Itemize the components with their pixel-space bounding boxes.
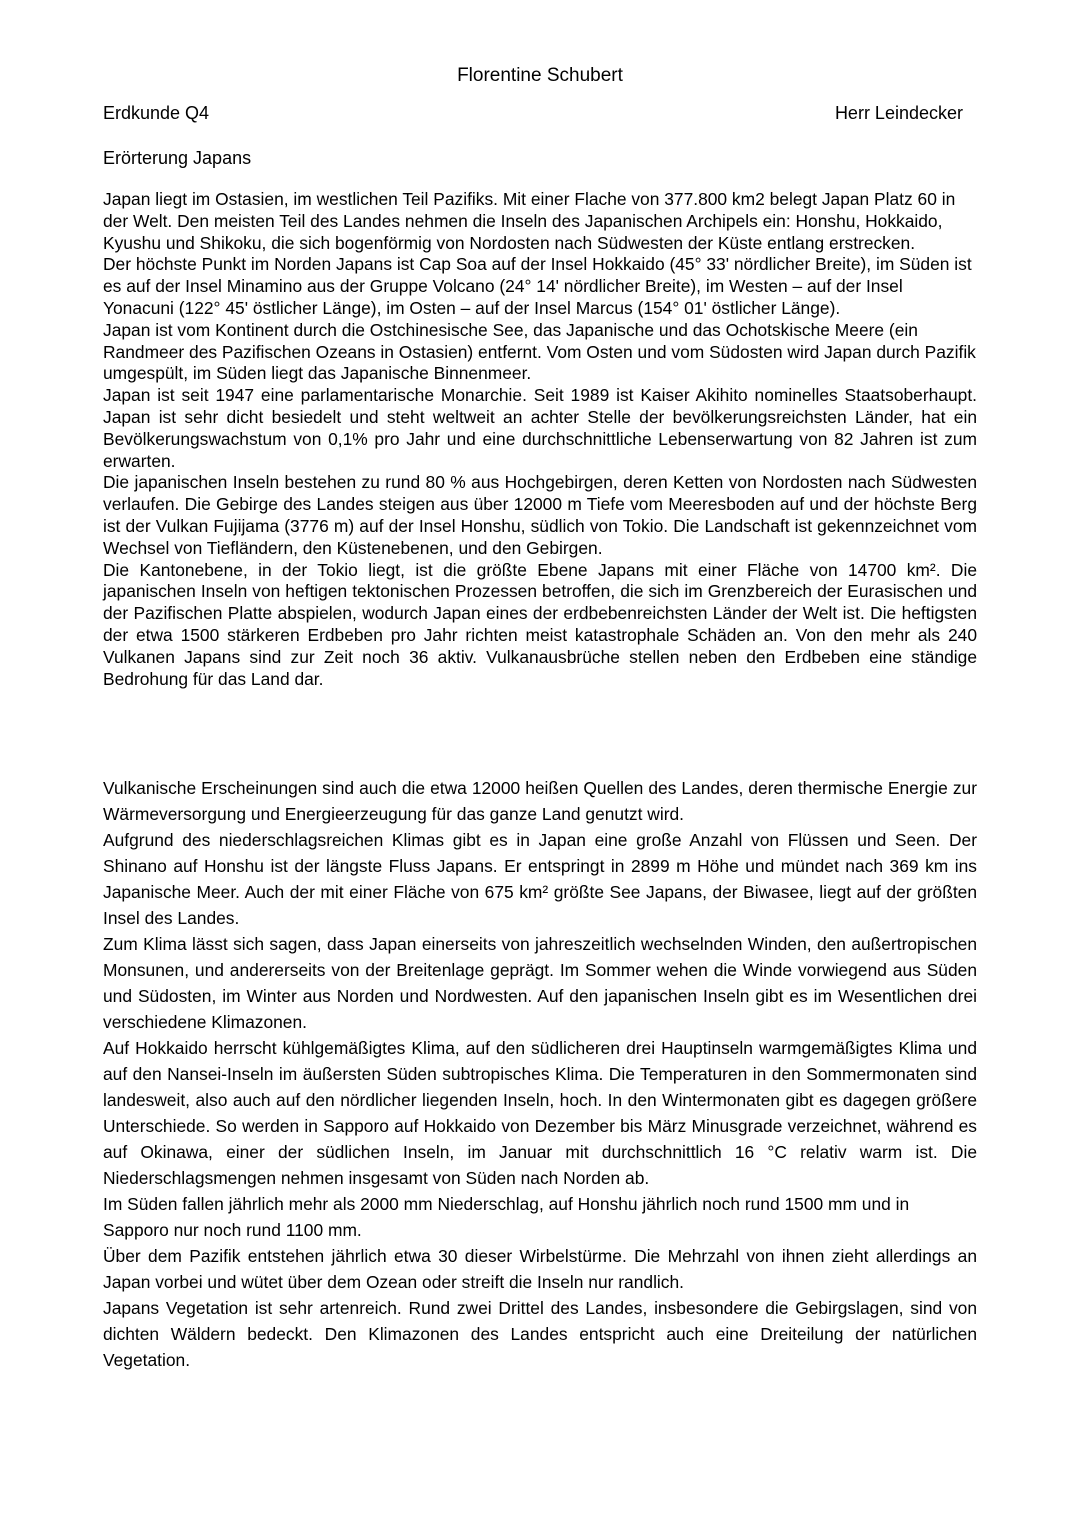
paragraph-mountains: Die japanischen Inseln bestehen zu rund 80 % aus Hochgebirgen, deren Ketten von Nordosten nach Südwesten verlaufen. Die Gebirge des Landes steigen aus über 12000 m Tiefe vom Meeresboden auf und der höchste Berg ist der Vulkan Fujijama (3776 m) auf der Insel Honshu, südlich von Tokio. Die Landschaft ist gekennzeichnet vom Wechsel von Tiefländern, den Küstenebenen, und den Gebirgen. bbox=[103, 472, 977, 558]
paragraph-tectonics: Die Kantonebene, in der Tokio liegt, ist die größte Ebene Japans mit einer Fläche von 14700 km². Die japanischen Inseln von heftigen tektonischen Prozessen betroffen, die sich im Grenzbereich der Eurasischen und der Pazifischen Platte abspielen, wodurch Japan eines der erdbebenreichsten Länder der Welt ist. Die heftigsten der etwa 1500 stärkeren Erdbeben pro Jahr richten meist katastrophale Schäden an. Von den mehr als 240 Vulkanen Japans sind zur Zeit noch 36 aktiv. Vulkanausbrüche stellen neben den Erdbeben eine ständige Bedrohung für das Land dar. bbox=[103, 559, 977, 689]
paragraph-rivers: Aufgrund des niederschlagsreichen Klimas gibt es in Japan eine große Anzahl von Flüssen und Seen. Der Shinano auf Honshu ist der längste Fluss Japans. Er entspringt in 2899 m Höhe und mündet nach 369 km ins Japanische Meer. Auch der mit einer Fläche von 675 km² größte See Japans, der Biwasee, liegt auf der größten Insel des Landes. bbox=[103, 830, 977, 928]
paragraph-location: Japan liegt im Ostasien, im westlichen Teil Pazifiks. Mit einer Flache von 377.800 km2 belegt Japan Platz 60 in der Welt. Den meisten Teil des Landes nehmen die Inseln des Japanischen Archipels ein: Honshu, Hokkaido, Kyushu und Shikoku, die sich bogenförmig von Nordosten nach Südwesten der Küste entlang erstrecken. bbox=[103, 189, 956, 253]
paragraph-climate: Zum Klima lässt sich sagen, dass Japan einerseits von jahreszeitlich wechselnden Winden, den außertropischen Monsunen, und andererseits von der Breitenlage geprägt. Im Sommer wehen die Winde vorwiegend aus Süden und Südosten, im Winter aus Norden und Nordwesten. Auf den japanischen Inseln gibt es im Wesentlichen drei verschiedene Klimazonen. bbox=[103, 934, 977, 1032]
document-title: Erörterung Japans bbox=[103, 148, 252, 168]
body-section-dense bbox=[103, 189, 977, 690]
teacher-name: Herr Leindecker bbox=[834, 103, 963, 123]
paragraph-hot-springs: Vulkanische Erscheinungen sind auch die etwa 12000 heißen Quellen des Landes, deren thermische Energie zur Wärmeversorgung und Energieerzeugung für das ganze Land genutzt wird. bbox=[103, 778, 977, 824]
body-section-loose bbox=[103, 775, 977, 1373]
paragraph-climate-zones: Auf Hokkaido herrscht kühlgemäßigtes Klima, auf den südlicheren drei Hauptinseln warmgemäßigtes Klima und auf den Nansei-Inseln im äußersten Süden subtropisches Klima. Die Temperaturen in den Sommermonaten sind landesweit, also auch auf den nördlicher liegenden Inseln, hoch. In den Wintermonaten gibt es dagegen größere Unterschiede. So werden in Sapporo auf Hokkaido von Dezember bis März Minusgrade verzeichnet, während es auf Okinawa, einer der südlichen Inseln, im Januar mit durchschnittlich 16 °C relativ warm ist. Die Niederschlagsmengen nehmen insgesamt von Süden nach Norden ab. bbox=[103, 1038, 977, 1188]
subject-label: Erdkunde Q4 bbox=[103, 103, 210, 123]
paragraph-seas: Japan ist vom Kontinent durch die Ostchinesische See, das Japanische und das Ochotskische Meere (ein Randmeer des Pazifischen Ozeans in Ostasien) entfernt. Vom Osten und vom Südosten wird Japan durch Pazifik umgespült, im Süden liegt das Japanische Binnenmeer. bbox=[103, 319, 976, 384]
paragraph-politics: Japan ist seit 1947 eine parlamentarische Monarchie. Seit 1989 ist Kaiser Akihito nominelles Staatsoberhaupt. Japan ist sehr dicht besiedelt und steht weltweit an achter Stelle der bevölkerungsreichsten Länder, hat ein Bevölkerungswachstum von 0,1% pro Jahr und eine durchschnittliche Lebenserwartung von 82 Jahren ist zum erwarten. bbox=[103, 385, 977, 471]
author-name: Florentine Schubert bbox=[457, 65, 623, 86]
paragraph-vegetation: Japans Vegetation ist sehr artenreich. Rund zwei Drittel des Landes, insbesondere die Gebirgslagen, sind von dichten Wäldern bedeckt. Den Klimazonen des Landes entspricht auch eine Dreiteilung der natürlichen Vegetation. bbox=[103, 1298, 977, 1370]
paragraph-extreme-points: Der höchste Punkt im Norden Japans ist Cap Soa auf der Insel Hokkaido (45° 33' nördlicher Breite), im Süden ist es auf der Insel Minamino aus der Gruppe Volcano (24° 14' nördlicher Breite), im Westen – auf der Insel Yonacuni (122° 45' östlicher Länge), im Osten – auf der Insel Marcus (154° 01' östlicher Länge). bbox=[103, 254, 972, 318]
paragraph-precipitation: Im Süden fallen jährlich mehr als 2000 mm Niederschlag, auf Honshu jährlich noch rund 1500 mm und in Sapporo nur noch rund 1100 mm. bbox=[103, 1194, 910, 1240]
paragraph-typhoons: Über dem Pazifik entstehen jährlich etwa 30 dieser Wirbelstürme. Die Mehrzahl von ihnen zieht allerdings an Japan vorbei und wütet über dem Ozean oder streift die Inseln nur randlich. bbox=[103, 1246, 977, 1292]
